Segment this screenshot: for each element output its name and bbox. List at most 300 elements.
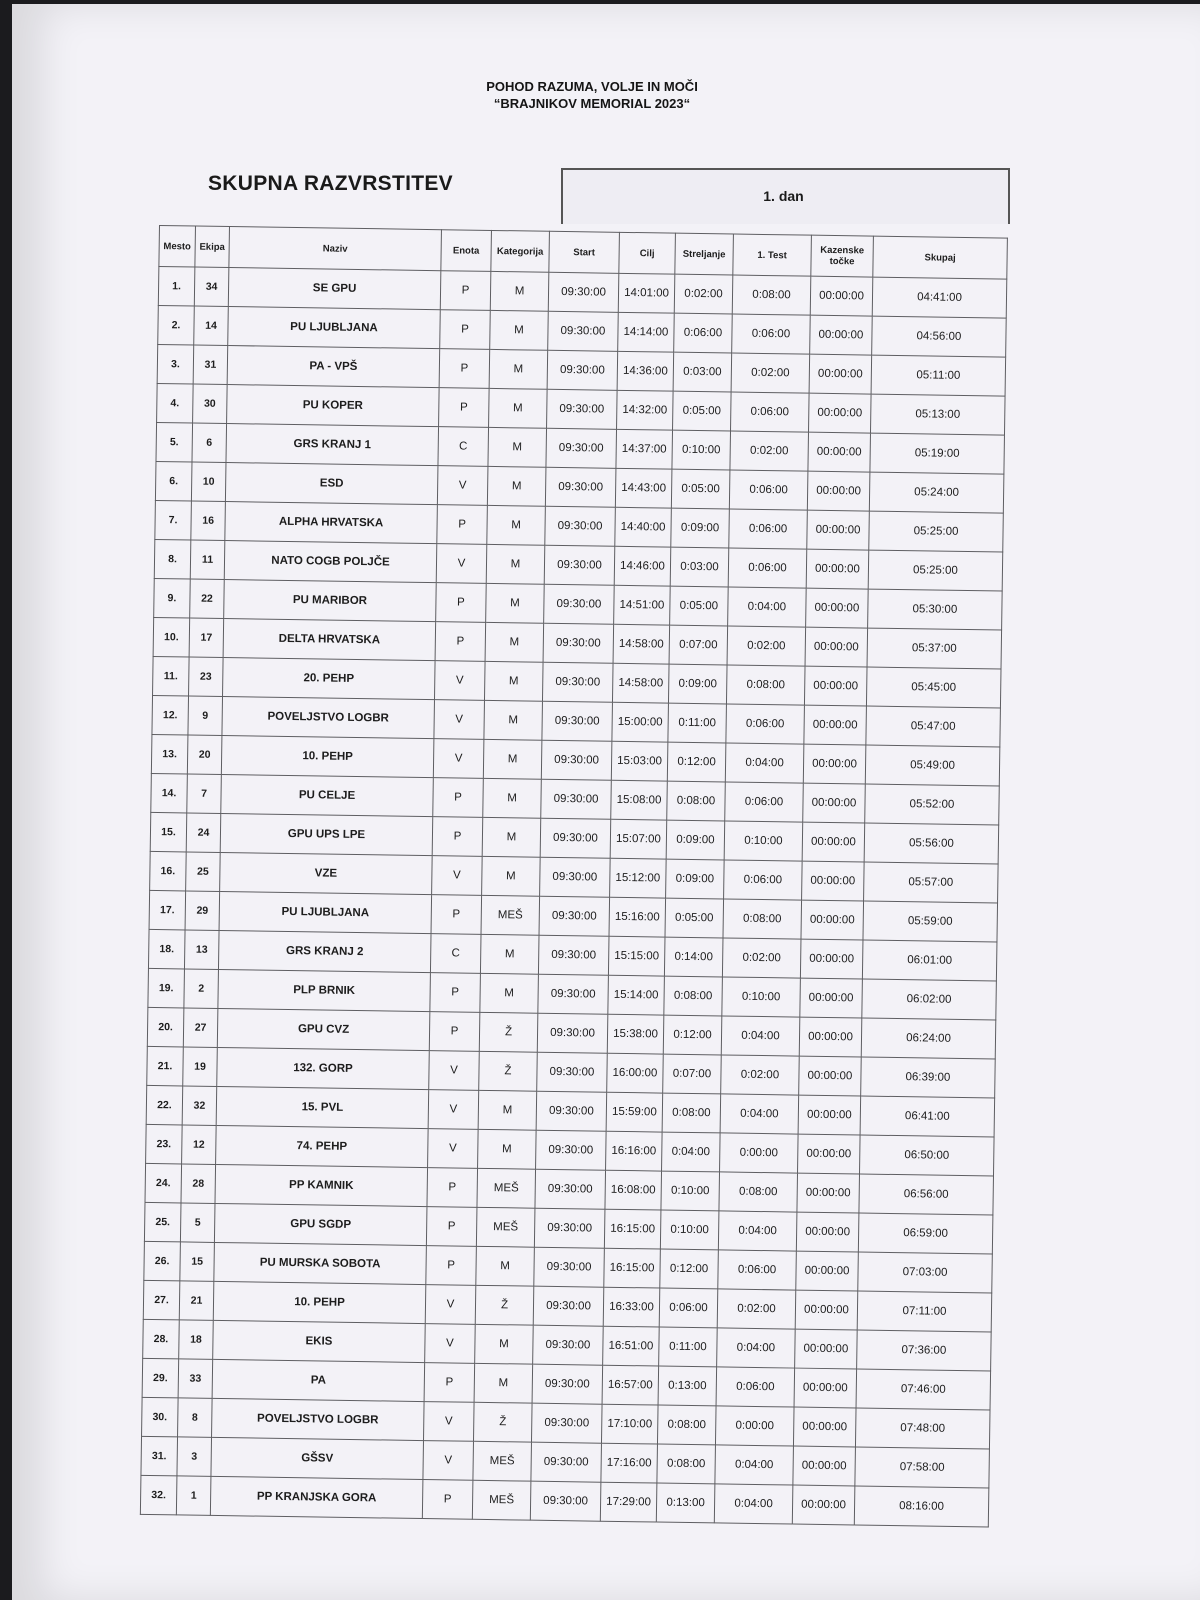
finish-time-cell: 14:43:00	[615, 468, 672, 508]
test-time-cell: 0:06:00	[718, 1250, 797, 1290]
category-cell: M	[476, 1246, 535, 1286]
team-name-cell: PU LJUBLJANA	[219, 891, 432, 933]
shooting-time-cell: 0:10:00	[660, 1210, 719, 1250]
category-cell: M	[483, 739, 542, 779]
penalty-cell: 00:00:00	[793, 1407, 856, 1447]
penalty-cell: 00:00:00	[799, 1017, 862, 1057]
start-time-cell: 09:30:00	[538, 974, 609, 1014]
col-header-kazenske-tocke	[811, 235, 874, 277]
team-number-cell: 21	[179, 1281, 214, 1321]
start-time-cell: 09:30:00	[539, 896, 610, 936]
test-time-cell: 0:08:00	[719, 1172, 798, 1212]
test-time-cell: 0:10:00	[722, 977, 801, 1017]
test-time-cell: 0:06:00	[726, 704, 805, 744]
unit-cell: P	[439, 388, 490, 428]
start-time-cell: 09:30:00	[534, 1247, 605, 1287]
team-name-cell: 10. PEHP	[213, 1281, 426, 1323]
rank-cell: 7.	[155, 500, 192, 540]
test-time-cell: 0:02:00	[721, 1055, 800, 1095]
unit-cell: P	[427, 1168, 478, 1208]
penalty-cell: 00:00:00	[808, 432, 871, 472]
start-time-cell: 09:30:00	[548, 272, 619, 312]
test-time-cell: 0:04:00	[721, 1016, 800, 1056]
total-time-cell: 05:11:00	[871, 355, 1006, 396]
team-name-cell: VZE	[220, 852, 433, 894]
table-body	[140, 267, 1006, 1527]
start-time-cell: 09:30:00	[547, 350, 618, 390]
start-time-cell: 09:30:00	[537, 1052, 608, 1092]
penalty-cell: 00:00:00	[794, 1368, 857, 1408]
total-time-cell: 05:19:00	[870, 433, 1005, 474]
unit-cell: P	[422, 1480, 473, 1520]
team-number-cell: 9	[188, 696, 223, 736]
penalty-cell: 00:00:00	[802, 861, 865, 901]
unit-cell: P	[440, 271, 491, 311]
team-name-cell: PLP BRNIK	[218, 969, 431, 1011]
rank-cell: 9.	[154, 578, 191, 618]
start-time-cell: 09:30:00	[542, 662, 613, 702]
unit-cell: V	[425, 1324, 476, 1364]
start-time-cell: 09:30:00	[548, 311, 619, 351]
team-name-cell: SE GPU	[228, 268, 441, 310]
total-time-cell: 06:59:00	[858, 1213, 993, 1254]
shooting-time-cell: 0:07:00	[669, 625, 728, 665]
team-number-cell: 5	[180, 1203, 215, 1243]
category-cell: M	[478, 1090, 537, 1130]
shooting-time-cell: 0:08:00	[664, 976, 723, 1016]
total-time-cell: 05:24:00	[869, 472, 1004, 513]
unit-cell: V	[423, 1402, 474, 1442]
rank-cell: 23.	[146, 1124, 183, 1164]
start-time-cell: 09:30:00	[542, 701, 613, 741]
unit-cell: V	[425, 1285, 476, 1325]
unit-cell: P	[436, 583, 487, 623]
team-name-cell: 20. PEHP	[223, 657, 436, 699]
finish-time-cell: 14:36:00	[617, 351, 674, 391]
unit-cell: P	[424, 1363, 475, 1403]
shooting-time-cell: 0:06:00	[674, 313, 733, 353]
unit-cell: P	[432, 817, 483, 857]
total-time-cell: 06:50:00	[859, 1135, 994, 1176]
shooting-time-cell: 0:05:00	[665, 898, 724, 938]
team-name-cell: POVELJSTVO LOGBR	[222, 696, 435, 738]
team-number-cell: 25	[186, 852, 221, 892]
unit-cell: P	[429, 1012, 480, 1052]
test-time-cell: 0:10:00	[724, 821, 803, 861]
category-cell: MEŠ	[476, 1207, 535, 1247]
test-time-cell: 0:04:00	[714, 1484, 793, 1524]
team-name-cell: PU KOPER	[227, 385, 440, 427]
test-time-cell: 0:04:00	[718, 1211, 797, 1251]
penalty-cell: 00:00:00	[810, 276, 873, 316]
team-name-cell: PU CELJE	[221, 774, 434, 816]
unit-cell: P	[430, 973, 481, 1013]
test-time-cell: 0:08:00	[726, 665, 805, 705]
finish-time-cell: 17:10:00	[601, 1404, 658, 1444]
total-time-cell: 07:11:00	[857, 1291, 992, 1332]
unit-cell: C	[430, 934, 481, 974]
penalty-cell: 00:00:00	[808, 393, 871, 433]
title-line-1: POHOD RAZUMA, VOLJE IN MOČI	[486, 79, 698, 94]
test-time-cell: 0:06:00	[728, 548, 807, 588]
col-header-mesto: Mesto	[159, 226, 196, 268]
total-time-cell: 05:59:00	[863, 901, 998, 942]
rank-cell: 27.	[143, 1280, 180, 1320]
category-cell: Ž	[473, 1402, 532, 1442]
team-number-cell: 31	[193, 345, 228, 385]
category-cell: M	[490, 310, 549, 350]
rank-cell: 19.	[148, 968, 185, 1008]
category-cell: Ž	[475, 1285, 534, 1325]
penalty-cell: 00:00:00	[803, 744, 866, 784]
team-name-cell: PU MURSKA SOBOTA	[214, 1242, 427, 1284]
shooting-time-cell: 0:08:00	[662, 1093, 721, 1133]
total-time-cell: 06:41:00	[860, 1096, 995, 1137]
team-name-cell: GŠSV	[211, 1437, 424, 1479]
penalty-cell: 00:00:00	[796, 1251, 859, 1291]
col-header-kazenske-line-1: Kazenske	[820, 244, 865, 257]
category-cell: M	[480, 973, 539, 1013]
team-name-cell: ESD	[225, 463, 438, 505]
unit-cell: P	[440, 310, 491, 350]
finish-time-cell: 14:40:00	[615, 507, 672, 547]
start-time-cell: 09:30:00	[533, 1286, 604, 1326]
finish-time-cell: 14:14:00	[618, 312, 675, 352]
team-number-cell: 24	[186, 813, 221, 853]
finish-time-cell: 15:07:00	[610, 819, 667, 859]
team-name-cell: PU LJUBLJANA	[228, 307, 441, 349]
test-time-cell: 0:06:00	[716, 1367, 795, 1407]
penalty-cell: 00:00:00	[800, 939, 863, 979]
category-cell: M	[486, 583, 545, 623]
start-time-cell: 09:30:00	[540, 857, 611, 897]
category-cell: M	[485, 622, 544, 662]
shooting-time-cell: 0:12:00	[660, 1249, 719, 1289]
team-number-cell: 11	[190, 540, 225, 580]
category-cell: M	[478, 1129, 537, 1169]
team-name-cell: NATO COGB POLJČE	[224, 541, 437, 583]
test-time-cell: 0:02:00	[717, 1289, 796, 1329]
total-time-cell: 04:56:00	[872, 316, 1007, 357]
total-time-cell: 07:46:00	[856, 1369, 991, 1410]
total-time-cell: 05:25:00	[868, 550, 1003, 591]
finish-time-cell: 16:15:00	[604, 1209, 661, 1249]
unit-cell: P	[426, 1207, 477, 1247]
rank-cell: 18.	[148, 929, 185, 969]
total-time-cell: 05:56:00	[864, 823, 999, 864]
rank-cell: 8.	[154, 539, 191, 579]
total-time-cell: 05:13:00	[870, 394, 1005, 435]
start-time-cell: 09:30:00	[536, 1130, 607, 1170]
team-name-cell: 132. GORP	[217, 1047, 430, 1089]
unit-cell: V	[428, 1129, 479, 1169]
team-number-cell: 33	[178, 1359, 213, 1399]
total-time-cell: 06:01:00	[862, 940, 997, 981]
total-time-cell: 05:37:00	[867, 628, 1002, 669]
rank-cell: 6.	[155, 461, 192, 501]
team-number-cell: 1	[176, 1476, 211, 1516]
finish-time-cell: 16:51:00	[603, 1326, 660, 1366]
rank-cell: 14.	[151, 773, 188, 813]
finish-time-cell: 17:16:00	[601, 1443, 658, 1483]
finish-time-cell: 16:15:00	[604, 1248, 661, 1288]
unit-cell: P	[439, 349, 490, 389]
rank-cell: 17.	[149, 890, 186, 930]
test-time-cell: 0:06:00	[729, 509, 808, 549]
finish-time-cell: 17:29:00	[600, 1482, 657, 1522]
rank-cell: 3.	[157, 344, 194, 384]
category-cell: M	[487, 466, 546, 506]
shooting-time-cell: 0:08:00	[657, 1405, 716, 1445]
category-cell: M	[486, 544, 545, 584]
shooting-time-cell: 0:05:00	[673, 391, 732, 431]
team-name-cell: PP KAMNIK	[215, 1164, 428, 1206]
test-time-cell: 0:04:00	[715, 1445, 794, 1485]
unit-cell: P	[437, 505, 488, 545]
category-cell: M	[484, 661, 543, 701]
team-number-cell: 16	[191, 501, 226, 541]
col-header-naziv: Naziv	[229, 227, 442, 271]
team-number-cell: 15	[180, 1242, 215, 1282]
start-time-cell: 09:30:00	[545, 506, 616, 546]
rank-cell: 24.	[145, 1163, 182, 1203]
rank-cell: 22.	[146, 1085, 183, 1125]
shooting-time-cell: 0:12:00	[663, 1015, 722, 1055]
team-name-cell: DELTA HRVATSKA	[223, 619, 436, 661]
test-time-cell: 0:04:00	[725, 743, 804, 783]
unit-cell: V	[434, 661, 485, 701]
team-number-cell: 22	[190, 579, 225, 619]
rank-cell: 1.	[158, 267, 195, 307]
team-number-cell: 14	[194, 306, 229, 346]
team-number-cell: 34	[194, 267, 229, 307]
test-time-cell: 0:08:00	[723, 899, 802, 939]
penalty-cell: 00:00:00	[804, 666, 867, 706]
results-table	[140, 225, 1008, 1527]
team-name-cell: 10. PEHP	[221, 735, 434, 777]
finish-time-cell: 16:00:00	[607, 1053, 664, 1093]
test-time-cell: 0:06:00	[724, 860, 803, 900]
title-line-2: “BRAJNIKOV MEMORIAL 2023“	[493, 96, 691, 111]
penalty-cell: 00:00:00	[801, 900, 864, 940]
penalty-cell: 00:00:00	[806, 549, 869, 589]
total-time-cell: 06:24:00	[861, 1018, 996, 1059]
rank-cell: 26.	[144, 1241, 181, 1281]
category-cell: M	[483, 778, 542, 818]
shooting-time-cell: 0:04:00	[662, 1132, 721, 1172]
total-time-cell: 04:41:00	[872, 277, 1007, 318]
rank-cell: 25.	[144, 1202, 181, 1242]
total-time-cell: 06:56:00	[859, 1174, 994, 1215]
shooting-time-cell: 0:10:00	[661, 1171, 720, 1211]
penalty-cell: 00:00:00	[802, 822, 865, 862]
finish-time-cell: 14:37:00	[616, 429, 673, 469]
shooting-time-cell: 0:10:00	[672, 430, 731, 470]
team-number-cell: 18	[179, 1320, 214, 1360]
rank-cell: 16.	[150, 851, 187, 891]
total-time-cell: 07:36:00	[857, 1330, 992, 1371]
start-time-cell: 09:30:00	[531, 1403, 602, 1443]
team-name-cell: POVELJSTVO LOGBR	[212, 1398, 425, 1440]
unit-cell: V	[433, 739, 484, 779]
rank-cell: 10.	[153, 617, 190, 657]
total-time-cell: 06:39:00	[861, 1057, 996, 1098]
rank-cell: 31.	[141, 1436, 178, 1476]
col-header-kazenske-line-2: točke	[829, 255, 855, 268]
shooting-time-cell: 0:11:00	[668, 703, 727, 743]
test-time-cell: 0:00:00	[715, 1406, 794, 1446]
finish-time-cell: 15:15:00	[608, 936, 665, 976]
start-time-cell: 09:30:00	[541, 779, 612, 819]
total-time-cell: 07:58:00	[855, 1447, 990, 1488]
penalty-cell: 00:00:00	[803, 783, 866, 823]
rank-cell: 21.	[147, 1046, 184, 1086]
team-name-cell: PU MARIBOR	[224, 580, 437, 622]
finish-time-cell: 16:16:00	[606, 1131, 663, 1171]
shooting-time-cell: 0:02:00	[674, 274, 733, 314]
start-time-cell: 09:30:00	[543, 623, 614, 663]
finish-time-cell: 16:33:00	[603, 1287, 660, 1327]
team-number-cell: 10	[191, 462, 226, 502]
total-time-cell: 05:49:00	[865, 745, 1000, 786]
shooting-time-cell: 0:03:00	[670, 547, 729, 587]
team-number-cell: 8	[178, 1398, 213, 1438]
shooting-time-cell: 0:07:00	[663, 1054, 722, 1094]
team-name-cell: GPU CVZ	[217, 1008, 430, 1050]
shooting-time-cell: 0:12:00	[667, 742, 726, 782]
penalty-cell: 00:00:00	[810, 315, 873, 355]
team-number-cell: 29	[185, 891, 220, 931]
team-name-cell: 74. PEHP	[216, 1125, 429, 1167]
category-cell: MEŠ	[481, 895, 540, 935]
category-cell: MEŠ	[473, 1441, 532, 1481]
total-time-cell: 05:25:00	[869, 511, 1004, 552]
rank-cell: 4.	[157, 383, 194, 423]
shooting-time-cell: 0:13:00	[656, 1483, 715, 1523]
team-number-cell: 17	[189, 618, 224, 658]
start-time-cell: 09:30:00	[545, 467, 616, 507]
penalty-cell: 00:00:00	[807, 510, 870, 550]
category-cell: M	[489, 349, 548, 389]
col-header-kategorija: Kategorija	[491, 230, 550, 272]
finish-time-cell: 15:38:00	[607, 1014, 664, 1054]
shooting-time-cell: 0:14:00	[664, 937, 723, 977]
category-cell: M	[474, 1363, 533, 1403]
penalty-cell: 00:00:00	[805, 627, 868, 667]
total-time-cell: 05:52:00	[865, 784, 1000, 825]
team-number-cell: 20	[187, 735, 222, 775]
penalty-cell: 00:00:00	[792, 1485, 855, 1525]
rank-cell: 20.	[147, 1007, 184, 1047]
team-number-cell: 6	[192, 423, 227, 463]
test-time-cell: 0:02:00	[731, 353, 810, 393]
paper-sheet	[12, 4, 1200, 1600]
category-cell: M	[482, 817, 541, 857]
team-number-cell: 7	[187, 774, 222, 814]
col-header-test: 1. Test	[733, 234, 812, 276]
start-time-cell: 09:30:00	[546, 428, 617, 468]
total-time-cell: 07:48:00	[855, 1408, 990, 1449]
penalty-cell: 00:00:00	[798, 1095, 861, 1135]
rank-cell: 30.	[142, 1397, 179, 1437]
finish-time-cell: 15:12:00	[610, 858, 667, 898]
unit-cell: P	[433, 778, 484, 818]
team-number-cell: 32	[182, 1086, 217, 1126]
results-heading: SKUPNA RAZVRSTITEV	[208, 172, 453, 195]
penalty-cell: 00:00:00	[798, 1134, 861, 1174]
finish-time-cell: 14:58:00	[613, 624, 670, 664]
finish-time-cell: 15:00:00	[612, 702, 669, 742]
team-name-cell: ALPHA HRVATSKA	[225, 502, 438, 544]
finish-time-cell: 15:08:00	[611, 780, 668, 820]
penalty-cell: 00:00:00	[804, 705, 867, 745]
total-time-cell: 06:02:00	[862, 979, 997, 1020]
test-time-cell: 0:04:00	[720, 1094, 799, 1134]
start-time-cell: 09:30:00	[538, 935, 609, 975]
penalty-cell: 00:00:00	[797, 1173, 860, 1213]
test-time-cell: 0:06:00	[725, 782, 804, 822]
team-name-cell: 15. PVL	[216, 1086, 429, 1128]
rank-cell: 28.	[143, 1319, 180, 1359]
col-header-start: Start	[549, 231, 620, 273]
col-header-streljanje: Streljanje	[675, 233, 734, 275]
col-header-ekipa: Ekipa	[195, 226, 230, 267]
shooting-time-cell: 0:05:00	[671, 469, 730, 509]
start-time-cell: 09:30:00	[532, 1364, 603, 1404]
test-time-cell: 0:06:00	[732, 314, 811, 354]
start-time-cell: 09:30:00	[533, 1325, 604, 1365]
category-cell: M	[487, 505, 546, 545]
day-label: 1. dan	[763, 188, 804, 204]
test-time-cell: 0:00:00	[720, 1133, 799, 1173]
unit-cell: V	[428, 1090, 479, 1130]
category-cell: Ž	[479, 1051, 538, 1091]
team-number-cell: 12	[182, 1125, 217, 1165]
finish-time-cell: 14:32:00	[617, 390, 674, 430]
col-header-cilj: Cilj	[619, 232, 676, 274]
rank-cell: 2.	[158, 305, 195, 345]
test-time-cell: 0:04:00	[728, 587, 807, 627]
team-number-cell: 19	[183, 1047, 218, 1087]
rank-cell: 32.	[140, 1475, 177, 1515]
penalty-cell: 00:00:00	[795, 1290, 858, 1330]
document-title	[12, 78, 1172, 112]
shooting-time-cell: 0:09:00	[666, 820, 725, 860]
start-time-cell: 09:30:00	[531, 1442, 602, 1482]
shooting-time-cell: 0:06:00	[659, 1288, 718, 1328]
rank-cell: 29.	[142, 1358, 179, 1398]
category-cell: M	[490, 271, 549, 311]
penalty-cell: 00:00:00	[807, 471, 870, 511]
test-time-cell: 0:02:00	[730, 431, 809, 471]
start-time-cell: 09:30:00	[544, 545, 615, 585]
finish-time-cell: 14:51:00	[614, 585, 671, 625]
team-name-cell: PA - VPŠ	[227, 346, 440, 388]
team-name-cell: PA	[212, 1359, 425, 1401]
start-time-cell: 09:30:00	[547, 389, 618, 429]
team-name-cell: PP KRANJSKA GORA	[210, 1476, 423, 1518]
penalty-cell: 00:00:00	[799, 1056, 862, 1096]
rank-cell: 15.	[150, 812, 187, 852]
test-time-cell: 0:04:00	[717, 1328, 796, 1368]
start-time-cell: 09:30:00	[544, 584, 615, 624]
shooting-time-cell: 0:09:00	[666, 859, 725, 899]
finish-time-cell: 14:58:00	[612, 663, 669, 703]
team-number-cell: 30	[193, 384, 228, 424]
start-time-cell: 09:30:00	[530, 1481, 601, 1521]
finish-time-cell: 15:59:00	[606, 1092, 663, 1132]
unit-cell: V	[437, 466, 488, 506]
